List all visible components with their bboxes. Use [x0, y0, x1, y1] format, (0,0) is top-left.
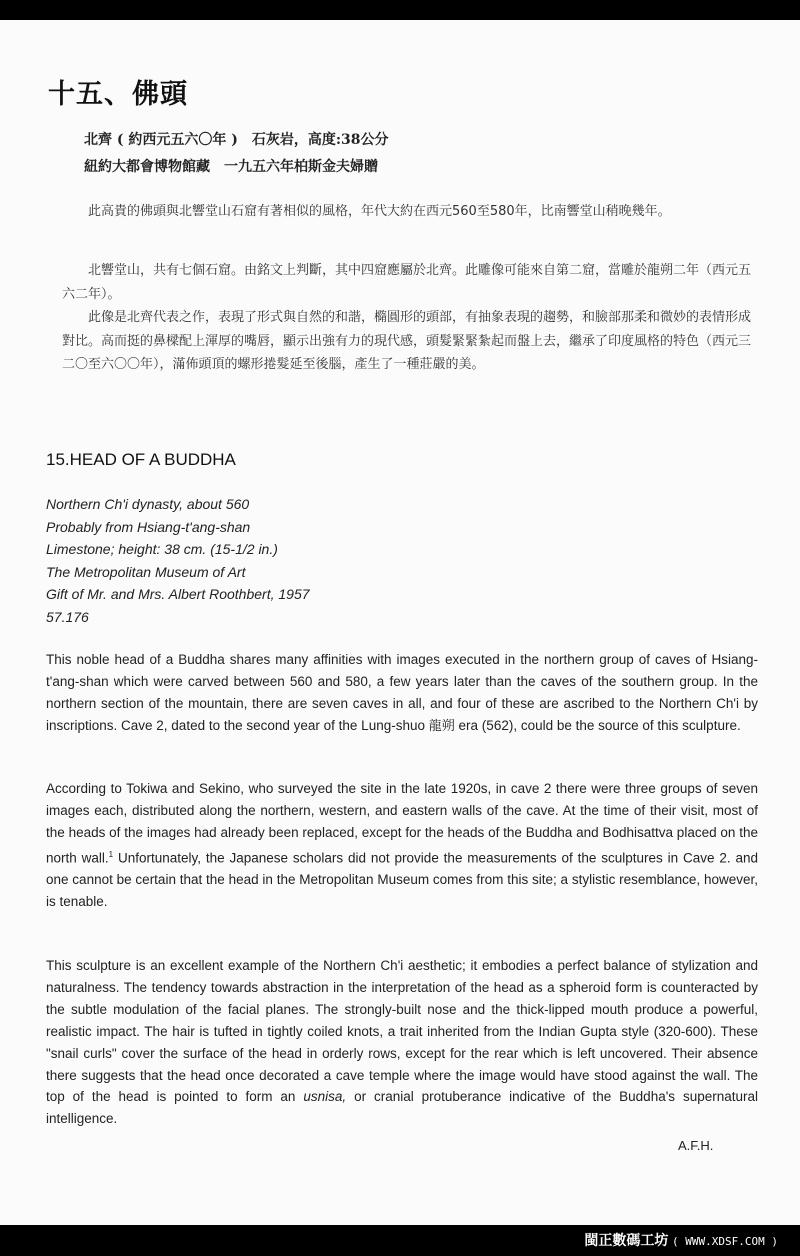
paragraph-1-text-a: This noble head of a Buddha shares many affinities with images executed in the northern group of caves of Hsiang-t'ang-shan which were carved between 560 and 580, a few years later than the caves of the southern group. In the northern section of the mountain, there are seven caves in all, and four of these are ascribed to the Northern Ch'i by inscriptions. Cave 2, dated to the second year of the Lung-shuo	[46, 652, 758, 733]
scan-watermark	[584, 1230, 778, 1250]
chinese-paragraph-2: 北響堂山，共有七個石窟。由銘文上判斷，其中四窟應屬於北齊。此雕像可能來自第二窟，當雕於龍朔二年（西元五六二年）。	[62, 263, 752, 302]
english-paragraph-3	[46, 955, 758, 1130]
meta-provenance: Probably from Hsiang-t'ang-shan	[46, 518, 251, 535]
author-initials: A.F.H.	[678, 1138, 714, 1153]
meta-material: Limestone; height: 38 cm. (15-1/2 in.)	[46, 541, 278, 558]
chinese-meta-line-1: 北齊 ( 約西元五六〇年 ) 石灰岩，高度:38公分	[84, 132, 389, 148]
chinese-title: 十五、佛頭	[48, 79, 188, 110]
paragraph-3-text-b: or cranial protuberance indicative of the Buddha's supernatural intelligence.	[46, 1089, 758, 1127]
english-title: 15.HEAD OF A BUDDHA	[46, 450, 236, 469]
meta-dynasty: Northern Ch'i dynasty, about 560	[46, 496, 250, 512]
paragraph-1-text-b: era (562), could be the source of this sculpture.	[458, 717, 741, 733]
chinese-paragraph-1: 此高貴的佛頭與北響堂山石窟有著相似的風格，年代大約在西元560至580年，比南響堂山稍晚幾年。	[88, 204, 671, 219]
watermark-brand: 閩正數碼工坊	[584, 1233, 669, 1249]
paragraph-2-text-a: According to Tokiwa and Sekino, who surveyed the site in the late 1920s, in cave 2 there were three groups of seven images each, distributed along the northern, western, and eastern walls of the cave. At the time of their visit, most of the heads of the images had already been replaced, except for the heads of the Buddha and Bodhisattva placed on the north wall.	[46, 781, 758, 866]
meta-gift: Gift of Mr. and Mrs. Albert Roothbert, 1957	[46, 586, 310, 603]
english-paragraph-1	[46, 649, 758, 738]
english-meta-block	[46, 493, 310, 629]
document-page	[0, 20, 800, 1225]
usnisa-term: usnisa,	[303, 1089, 347, 1105]
meta-museum: The Metropolitan Museum of Art	[46, 563, 246, 580]
paragraph-3-text-a: This sculpture is an excellent example of the Northern Ch'i aesthetic; it embodies a perfect balance of stylization and naturalness. The tendency towards abstraction in the interpretation of the head as a spheroid form is counteracted by the subtle modulation of the facial planes. The strongly-built nose and the thick-lipped mouth produce a powerful, realistic impact. The hair is tufted in tightly coiled knots, a trait inherited from the Indian Gupta style (320-600). These "snail curls" cover the surface of the head in orderly rows, except for the rear which is left uncovered. Their absence there suggests that the head once decorated a cave temple where the image would have stood against the wall. The top of the head is pointed to form an	[46, 958, 758, 1105]
meta-accession-number: 57.176	[46, 608, 89, 625]
footnote-marker: 1	[108, 849, 114, 859]
lung-shuo-characters: 龍朔	[428, 718, 455, 734]
chinese-paragraph-3: 此像是北齊代表之作，表現了形式與自然的和諧，橢圓形的頭部，有抽象表現的趨勢，和臉部那柔和微妙的表情形成對比。高而挺的鼻樑配上渾厚的嘴唇，顯示出強有力的現代感，頭髮緊緊紮起而盤上去，繼承了印度風格的特色（西元三二〇至六〇〇年），滿佈頭頂的螺形捲髮延至後腦，產生了一種莊嚴的美。	[62, 310, 752, 372]
watermark-site: ( WWW.XDSF.COM )	[672, 1235, 778, 1248]
chinese-meta-line-2: 紐約大都會博物館藏 一九五六年柏斯金夫婦贈	[84, 159, 378, 175]
paragraph-2-text-b: Unfortunately, the Japanese scholars did not provide the measurements of the sculptures in Cave 2. and one cannot be certain that the head in the Metropolitan Museum comes from this site; a stylistic resemblance, however, is tenable.	[46, 850, 758, 910]
english-paragraph-2	[46, 778, 758, 913]
